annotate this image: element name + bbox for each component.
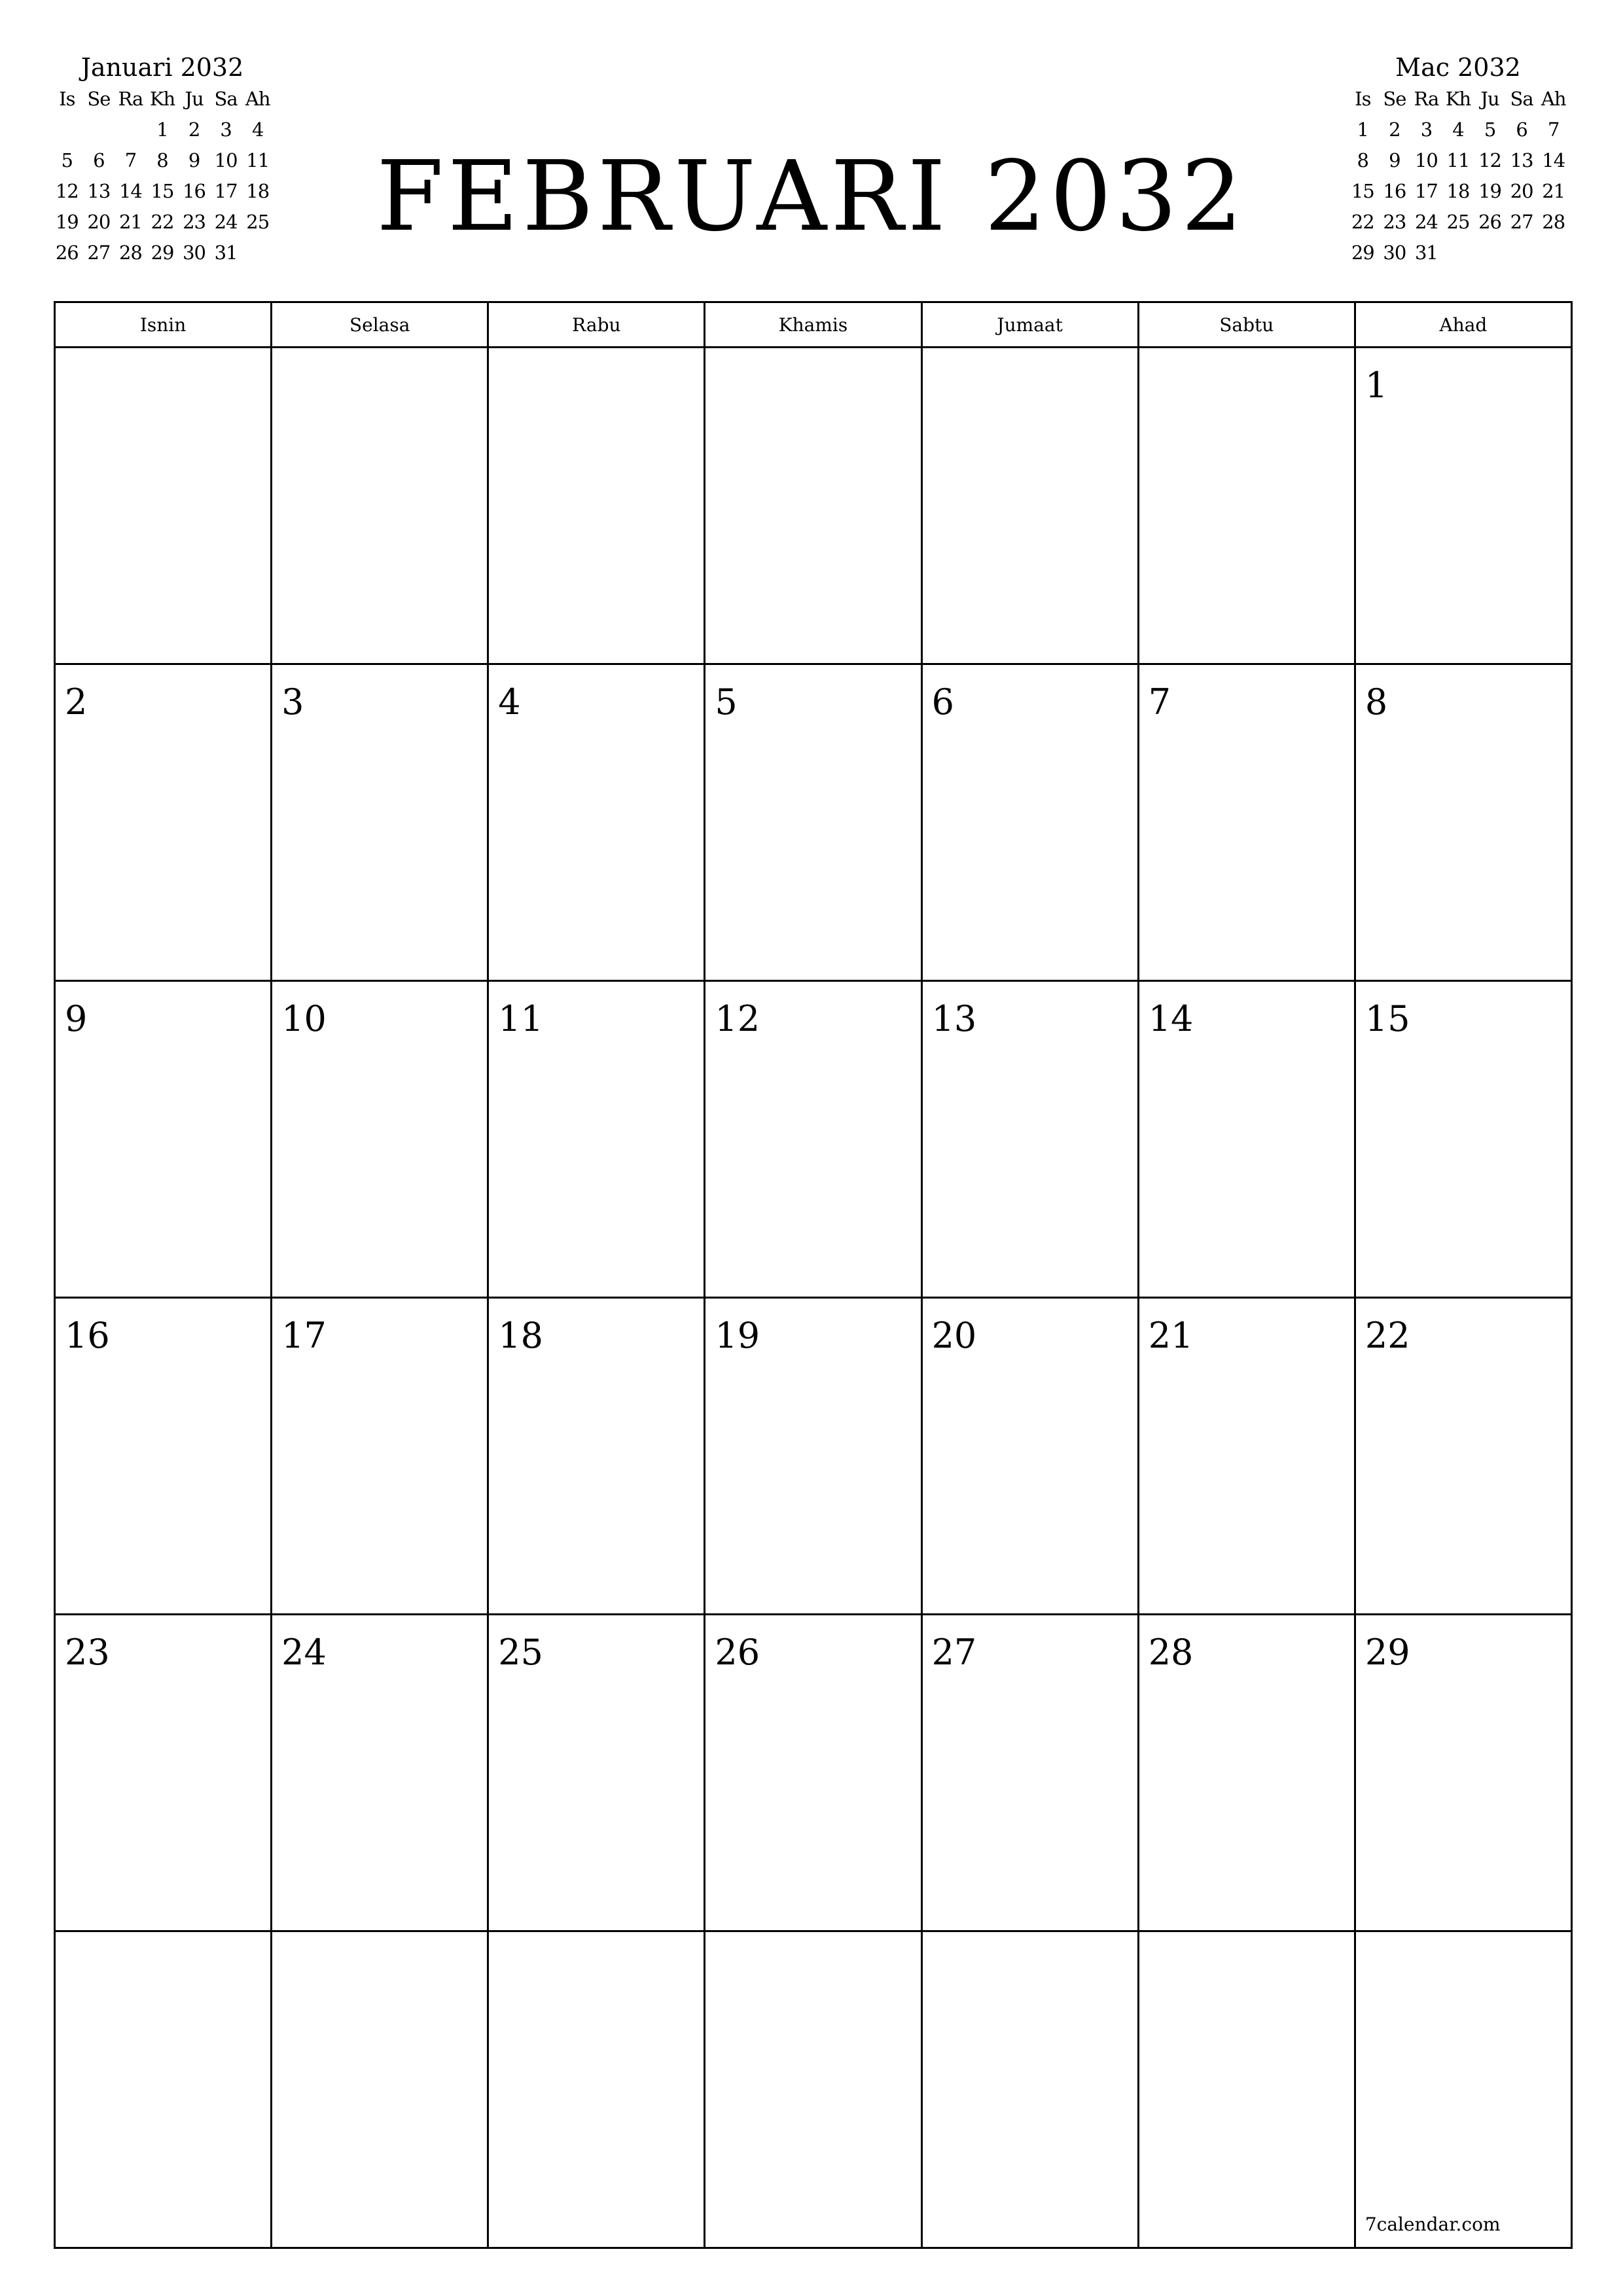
day-cell[interactable] <box>272 1931 488 2248</box>
day-number <box>705 348 920 368</box>
day-number: 8 <box>1364 681 1388 723</box>
day-cell[interactable] <box>921 981 1138 1298</box>
day-cell[interactable] <box>1138 1931 1355 2248</box>
day-cell[interactable] <box>1138 981 1355 1298</box>
day-number: 4 <box>498 681 521 723</box>
day-number: 26 <box>715 1632 760 1673</box>
day-cell[interactable] <box>272 664 488 981</box>
day-cell[interactable] <box>488 348 705 664</box>
day-cell[interactable] <box>55 348 272 664</box>
day-cell[interactable] <box>55 1298 272 1615</box>
day-number: 16 <box>65 1315 110 1356</box>
day-cell[interactable] <box>705 1931 921 2248</box>
day-cell[interactable] <box>488 1931 705 2248</box>
mini-day: 27 <box>1510 211 1533 233</box>
page-title: FEBRUARI 2032 <box>376 140 1247 253</box>
day-cell[interactable] <box>272 1298 488 1615</box>
day-number <box>1356 1932 1571 1952</box>
mini-day: 21 <box>1542 180 1565 202</box>
mini-day: 17 <box>214 180 238 202</box>
mini-day: 21 <box>118 211 142 233</box>
mini-day: 10 <box>1414 149 1438 171</box>
day-cell[interactable] <box>705 348 921 664</box>
mini-day: 26 <box>55 242 79 264</box>
mini-day: 29 <box>1351 242 1374 264</box>
day-number: 2 <box>65 681 88 723</box>
mini-day: 2 <box>188 118 200 141</box>
day-number: 14 <box>1148 998 1194 1039</box>
mini-calendar-title: Mac 2032 <box>1395 53 1521 82</box>
mini-day: 25 <box>246 211 270 233</box>
day-cell[interactable] <box>1355 981 1571 1298</box>
week-row <box>55 664 1572 981</box>
mini-day: 11 <box>1446 149 1470 171</box>
mini-day: 6 <box>1516 118 1527 141</box>
mini-day: 22 <box>1351 211 1374 233</box>
day-number <box>1139 348 1354 368</box>
mini-weekday-header: Sa <box>1510 88 1533 110</box>
mini-day <box>1442 238 1474 268</box>
mini-day <box>1506 238 1538 268</box>
day-number: 24 <box>281 1632 327 1673</box>
mini-day: 23 <box>1383 211 1406 233</box>
day-number: 13 <box>931 998 977 1039</box>
day-cell[interactable] <box>921 664 1138 981</box>
day-number: 20 <box>931 1315 977 1356</box>
day-number: 10 <box>281 998 327 1039</box>
mini-day: 28 <box>1542 211 1565 233</box>
day-number: 23 <box>65 1632 110 1673</box>
day-number: 6 <box>931 681 954 723</box>
mini-day: 24 <box>1414 211 1438 233</box>
mini-day <box>115 115 147 145</box>
mini-day: 2 <box>1389 118 1400 141</box>
mini-day: 1 <box>156 118 168 141</box>
day-number: 28 <box>1148 1632 1194 1673</box>
day-cell[interactable] <box>272 1615 488 1931</box>
day-number <box>923 348 1137 368</box>
day-number: 25 <box>498 1632 543 1673</box>
mini-weekday-header: Ju <box>185 88 204 110</box>
mini-day <box>1474 238 1506 268</box>
day-cell[interactable] <box>705 1615 921 1931</box>
mini-day: 9 <box>188 149 200 171</box>
day-cell[interactable] <box>1355 1298 1571 1615</box>
mini-day: 16 <box>1383 180 1406 202</box>
mini-day: 30 <box>183 242 206 264</box>
mini-weekday-header: Se <box>1383 88 1406 110</box>
weekday-header-row <box>55 302 1572 348</box>
mini-day: 18 <box>246 180 270 202</box>
mini-day: 27 <box>87 242 111 264</box>
mini-day: 3 <box>220 118 232 141</box>
mini-day: 16 <box>183 180 206 202</box>
mini-day: 31 <box>1414 242 1438 264</box>
weekday-header: Sabtu <box>1138 302 1355 348</box>
day-cell[interactable] <box>921 1298 1138 1615</box>
week-row <box>55 1931 1572 2248</box>
day-number: 21 <box>1148 1315 1194 1356</box>
day-cell[interactable] <box>272 981 488 1298</box>
day-cell[interactable] <box>921 1615 1138 1931</box>
week-row <box>55 981 1572 1298</box>
day-number: 5 <box>715 681 738 723</box>
day-number <box>923 1932 1137 1952</box>
day-cell[interactable] <box>488 1298 705 1615</box>
mini-day: 10 <box>214 149 238 171</box>
weekday-header: Selasa <box>272 302 488 348</box>
mini-day: 13 <box>1510 149 1533 171</box>
day-cell[interactable] <box>1138 664 1355 981</box>
day-cell[interactable] <box>55 981 272 1298</box>
mini-day: 30 <box>1383 242 1406 264</box>
day-number: 22 <box>1364 1315 1410 1356</box>
day-number <box>272 1932 487 1952</box>
day-number <box>272 348 487 368</box>
mini-day: 11 <box>246 149 270 171</box>
day-cell[interactable] <box>1355 348 1571 664</box>
mini-day: 19 <box>1478 180 1502 202</box>
day-number: 11 <box>498 998 543 1039</box>
day-number <box>1139 1932 1354 1952</box>
day-number: 15 <box>1364 998 1410 1039</box>
day-cell[interactable] <box>705 981 921 1298</box>
mini-weekday-header: Sa <box>214 88 238 110</box>
mini-weekday-header: Kh <box>1445 88 1471 110</box>
mini-day: 29 <box>151 242 174 264</box>
month-calendar-grid <box>54 301 1573 2249</box>
day-cell[interactable] <box>1355 1931 1571 2248</box>
day-cell[interactable] <box>1138 1615 1355 1931</box>
mini-day: 14 <box>118 180 142 202</box>
week-row <box>55 1615 1572 1931</box>
mini-day: 3 <box>1420 118 1433 141</box>
day-number: 27 <box>931 1632 977 1673</box>
mini-day: 18 <box>1446 180 1470 202</box>
week-row <box>55 348 1572 664</box>
weekday-header: Rabu <box>488 302 705 348</box>
day-number: 29 <box>1364 1632 1410 1673</box>
mini-day: 9 <box>1389 149 1400 171</box>
credit-text: 7calendar.com <box>1364 2214 1501 2235</box>
mini-day: 5 <box>61 149 73 171</box>
mini-day: 4 <box>251 118 264 141</box>
day-number: 3 <box>281 681 304 723</box>
day-cell[interactable] <box>55 1615 272 1931</box>
mini-weekday-header: Ra <box>118 88 143 110</box>
mini-day <box>1537 238 1569 268</box>
day-cell[interactable] <box>55 664 272 981</box>
mini-day: 20 <box>87 211 111 233</box>
mini-day: 8 <box>156 149 168 171</box>
mini-day: 1 <box>1357 118 1368 141</box>
day-number <box>489 348 704 368</box>
mini-weekday-header: Ah <box>245 88 270 110</box>
mini-calendar-grid <box>1347 84 1569 268</box>
weekday-header: Jumaat <box>921 302 1138 348</box>
mini-calendar-previous <box>51 51 274 268</box>
mini-day: 7 <box>1547 118 1560 141</box>
mini-day: 22 <box>151 211 174 233</box>
mini-day: 7 <box>124 149 137 171</box>
mini-weekday-header: Ju <box>1480 88 1499 110</box>
mini-weekday-header: Ra <box>1414 88 1439 110</box>
weekday-header: Khamis <box>705 302 921 348</box>
day-cell[interactable] <box>1355 664 1571 981</box>
mini-calendar-grid <box>51 84 274 268</box>
day-number: 9 <box>65 998 88 1039</box>
day-cell[interactable] <box>921 1931 1138 2248</box>
day-number <box>56 348 270 368</box>
mini-weekday-header: Ah <box>1541 88 1566 110</box>
day-cell[interactable] <box>1355 1615 1571 1931</box>
mini-weekday-header: Is <box>59 88 75 110</box>
day-cell[interactable] <box>488 1615 705 1931</box>
day-cell[interactable] <box>272 348 488 664</box>
mini-day <box>51 115 83 145</box>
day-cell[interactable] <box>705 664 921 981</box>
mini-day: 5 <box>1484 118 1496 141</box>
mini-calendar-title: Januari 2032 <box>80 53 244 82</box>
day-cell[interactable] <box>1138 348 1355 664</box>
mini-day: 24 <box>214 211 238 233</box>
day-number: 12 <box>715 998 760 1039</box>
day-number: 7 <box>1148 681 1171 723</box>
mini-day: 20 <box>1510 180 1533 202</box>
week-row <box>55 1298 1572 1615</box>
mini-day: 31 <box>214 242 238 264</box>
day-cell[interactable] <box>921 348 1138 664</box>
mini-day: 26 <box>1478 211 1502 233</box>
day-cell[interactable] <box>55 1931 272 2248</box>
mini-day: 15 <box>151 180 174 202</box>
weekday-header: Isnin <box>55 302 272 348</box>
mini-day: 25 <box>1446 211 1470 233</box>
day-number: 17 <box>281 1315 327 1356</box>
mini-day: 6 <box>93 149 105 171</box>
day-cell[interactable] <box>488 664 705 981</box>
mini-calendar-next <box>1347 51 1569 268</box>
mini-weekday-header: Is <box>1355 88 1371 110</box>
mini-weekday-header: Se <box>87 88 111 110</box>
day-number <box>705 1932 920 1952</box>
mini-weekday-header: Kh <box>149 88 175 110</box>
day-cell[interactable] <box>1138 1298 1355 1615</box>
mini-day <box>83 115 115 145</box>
weekday-header: Ahad <box>1355 302 1571 348</box>
mini-day: 28 <box>118 242 142 264</box>
mini-day: 23 <box>183 211 206 233</box>
mini-day <box>241 238 274 268</box>
day-number <box>56 1932 270 1952</box>
mini-day: 19 <box>55 211 79 233</box>
mini-day: 8 <box>1357 149 1368 171</box>
mini-day: 15 <box>1351 180 1374 202</box>
mini-day: 12 <box>55 180 79 202</box>
day-number: 19 <box>715 1315 760 1356</box>
mini-day: 14 <box>1542 149 1565 171</box>
day-number: 18 <box>498 1315 543 1356</box>
day-number: 1 <box>1364 365 1388 406</box>
mini-day: 12 <box>1478 149 1502 171</box>
mini-day: 4 <box>1452 118 1464 141</box>
day-number <box>489 1932 704 1952</box>
day-cell[interactable] <box>488 981 705 1298</box>
day-cell[interactable] <box>705 1298 921 1615</box>
mini-day: 17 <box>1414 180 1438 202</box>
mini-day: 13 <box>87 180 111 202</box>
